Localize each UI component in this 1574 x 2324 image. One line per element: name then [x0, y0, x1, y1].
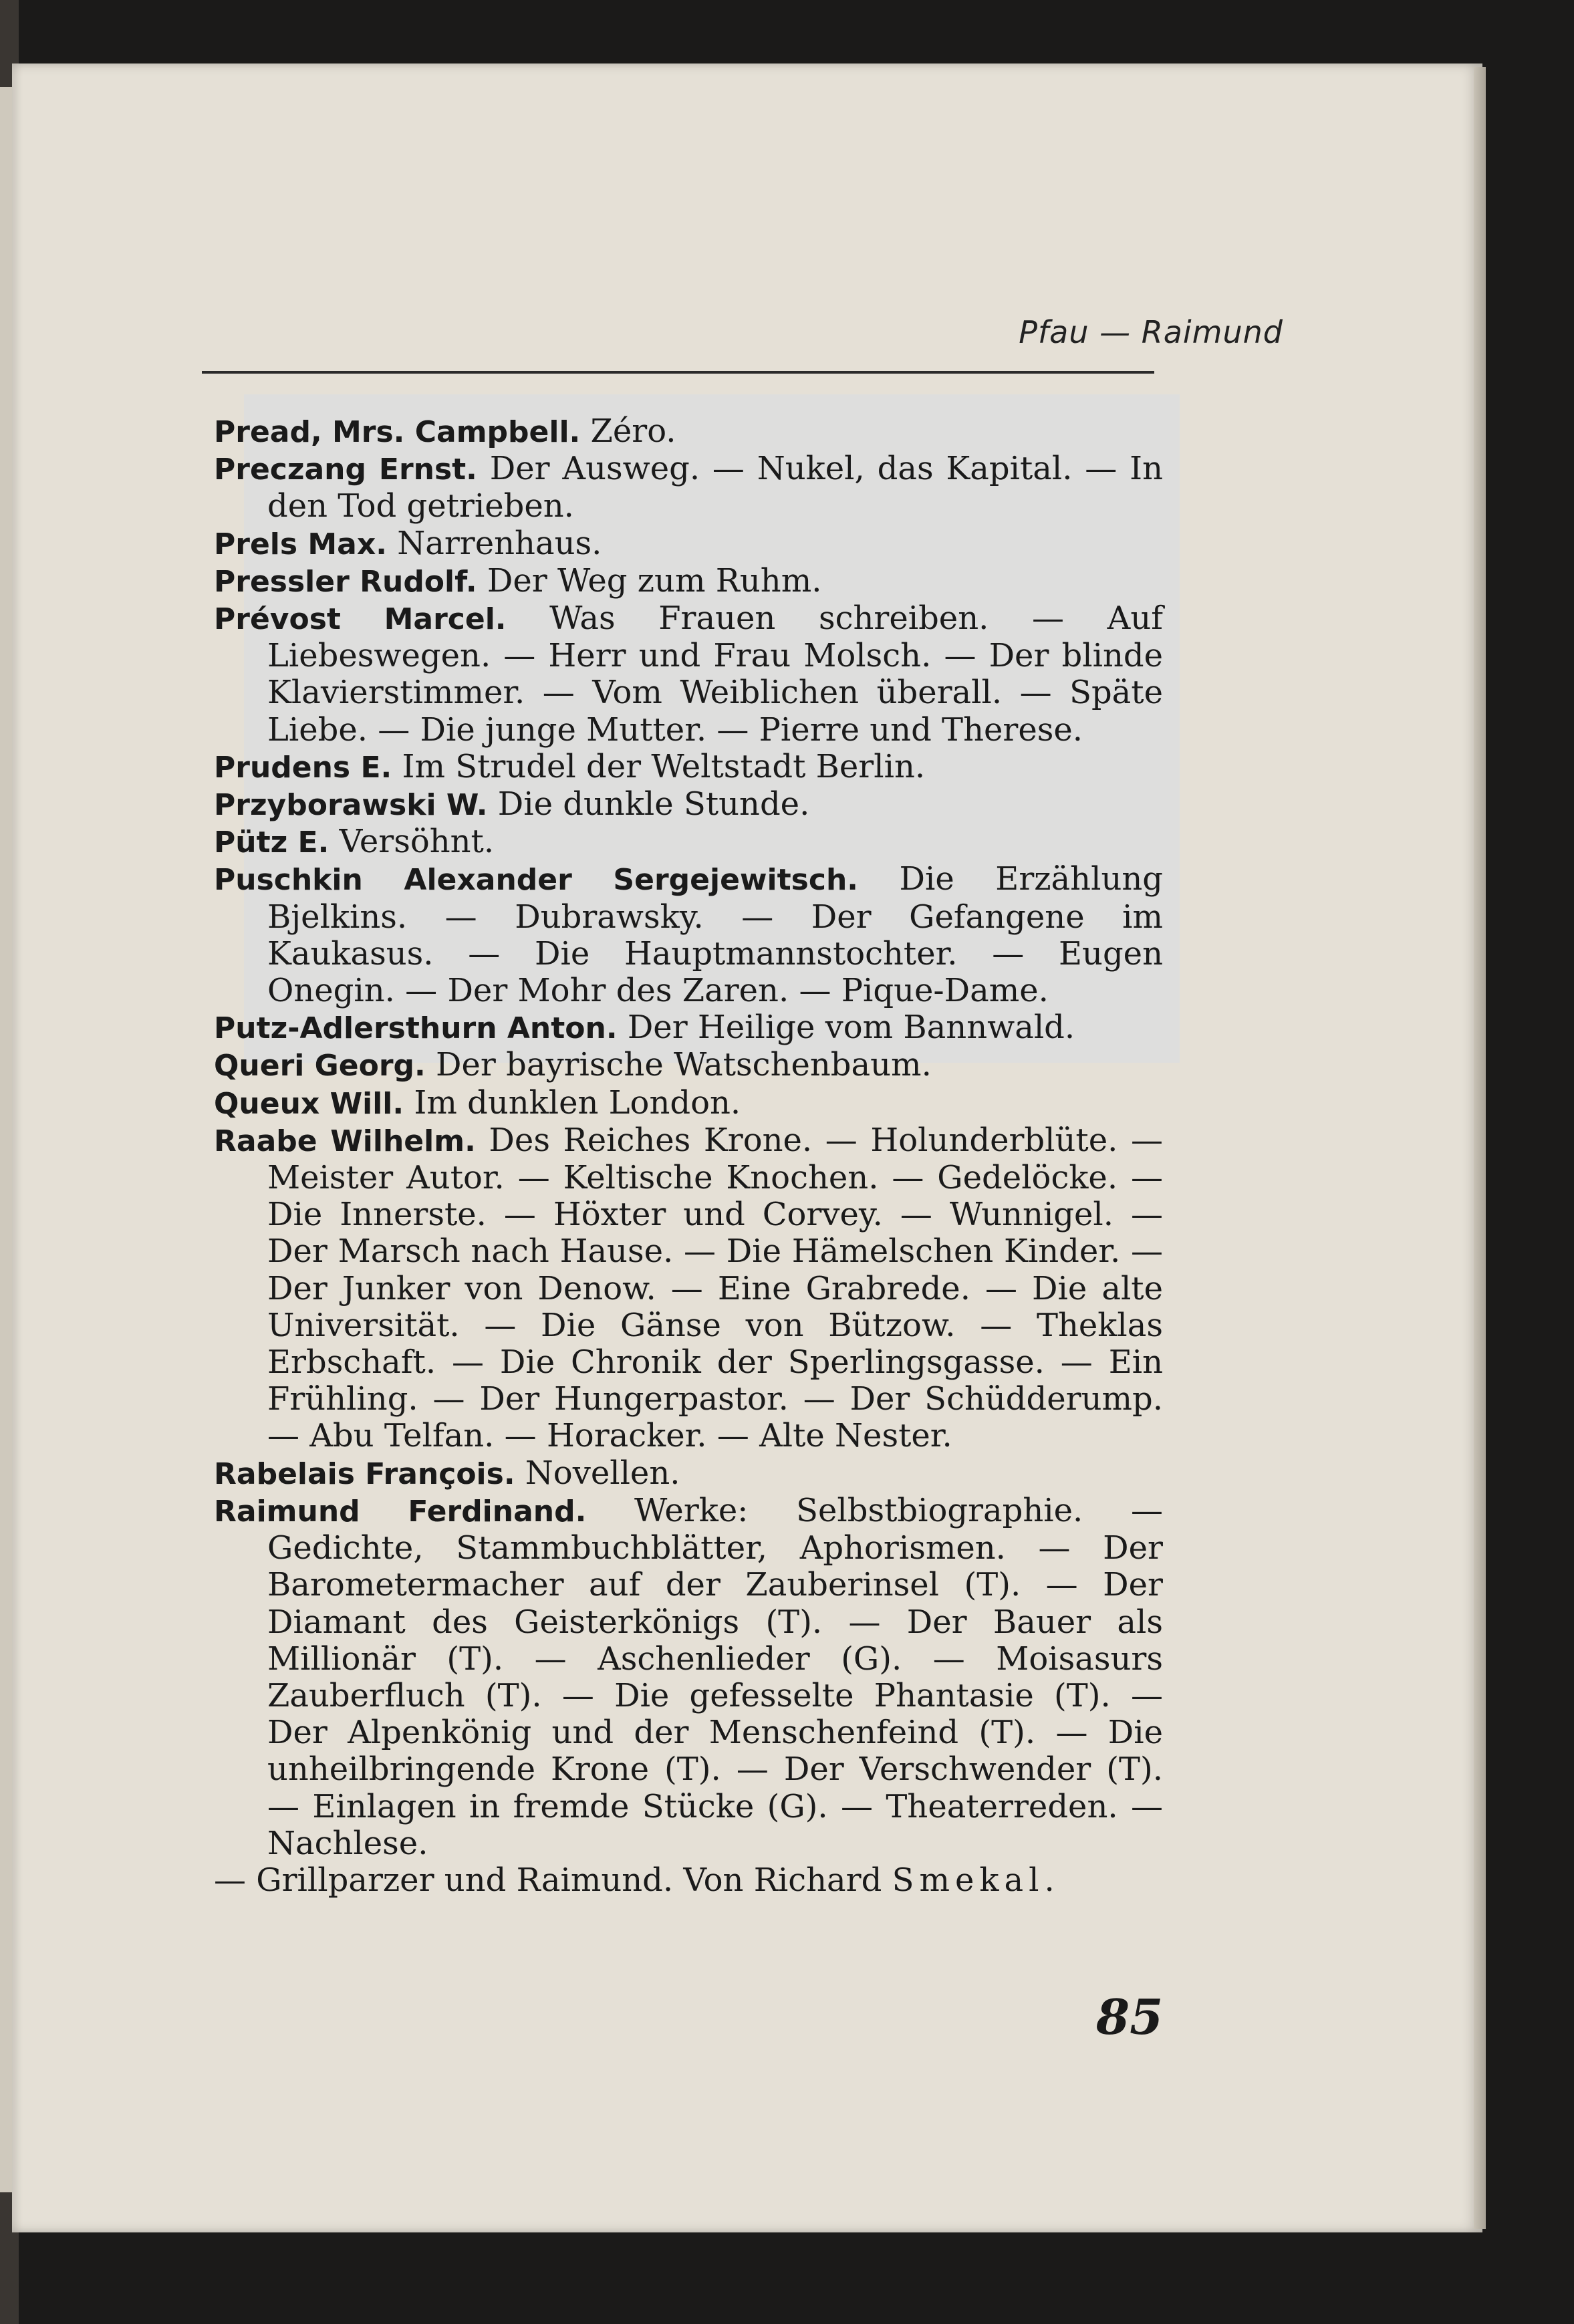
- entry: [214, 413, 1163, 450]
- entry-works: Im Strudel der Weltstadt Berlin.: [402, 747, 926, 785]
- entry-author: Pütz E.: [214, 825, 330, 860]
- entry-works: Im dunklen London.: [414, 1083, 741, 1122]
- entry-author: Rabelais François.: [214, 1456, 515, 1491]
- entry-works: Zéro.: [590, 412, 676, 450]
- entry: [214, 1085, 1163, 1122]
- entry-author: Prévost Marcel.: [214, 602, 507, 637]
- entry: [214, 1455, 1163, 1493]
- entry-author: Pressler Rudolf.: [214, 564, 477, 599]
- continuation-text: — Grillparzer und Raimund. Von Richard: [214, 1861, 882, 1899]
- entry-author: Queux Will.: [214, 1086, 404, 1121]
- entry-works: Narrenhaus.: [397, 524, 602, 562]
- entry-author: Przyborawski W.: [214, 788, 488, 823]
- header-rule: [202, 371, 1154, 374]
- entry: [214, 600, 1163, 749]
- entry: [214, 786, 1163, 823]
- entry-works: Novellen.: [525, 1454, 680, 1492]
- entry: [214, 450, 1163, 525]
- entry-works: Der Weg zum Ruhm.: [487, 561, 822, 600]
- entry: [214, 563, 1163, 600]
- entry: [214, 1493, 1163, 1862]
- continuation-author: Smekal.: [892, 1861, 1060, 1899]
- entry-works: Die dunkle Stunde.: [497, 785, 810, 823]
- entry: [214, 1009, 1163, 1047]
- entry-author: Pread, Mrs. Campbell.: [214, 415, 581, 449]
- entry: [214, 1122, 1163, 1455]
- entry-works: Der Heilige vom Bannwald.: [627, 1009, 1075, 1047]
- entry: [214, 525, 1163, 563]
- entry-works: Des Reiches Krone. — Holunderblüte. — Meister Autor. — Keltische Knochen. — Gedelöcke. — Die Innerste. — Höxter und Corvey. — Wunnigel. — Der Marsch nach Hause. — Die Hämelschen Kinder. — Der Junker von Denow. — Eine Grabrede. — Die alte Universität. — Die Gänse von Bützow. — Theklas Erbschaft. — Die Chronik der Sperlingsgasse. — Ein Frühling. — Der Hungerpastor. — Der Schüdderump. — Abu Telfan. — Horacker. — Alte Nester.: [267, 1121, 1163, 1455]
- entry-works: Die Erzählung Bjelkins. — Dubrawsky. — Der Gefangene im Kaukasus. — Die Hauptmannstochter. — Eugen Onegin. — Der Mohr des Zaren. — Pique-Dame.: [267, 860, 1163, 1010]
- entry-works: Werke: Selbstbiographie. — Gedichte, Stammbuchblätter, Aphorismen. — Der Barometermacher auf der Zauberinsel (T). — Der Diamant des Geisterkönigs (T). — Der Bauer als Millionär (T). — Aschenlieder (G). — Moisasurs Zauberfluch (T). — Die gefesselte Phantasie (T). — Der Alpenkönig und der Menschenfeind (T). — Die unheilbringende Krone (T). — Der Verschwender (T). — Einlagen in fremde Stücke (G). — Theaterreden. — Nachlese.: [267, 1491, 1163, 1862]
- entry-works: Der bayrische Watschenbaum.: [436, 1046, 932, 1084]
- page-number: 85: [1096, 1988, 1164, 2045]
- entry-author: Puschkin Alexander Sergejewitsch.: [214, 863, 858, 898]
- entry-author: Prels Max.: [214, 527, 387, 561]
- entry-author: Prudens E.: [214, 750, 392, 785]
- entry-author: Queri Georg.: [214, 1049, 426, 1083]
- entry-continuation: [214, 1862, 1163, 1899]
- entry: [214, 823, 1163, 861]
- entry-works: Versöhnt.: [339, 823, 495, 861]
- entry-author: Raimund Ferdinand.: [214, 1494, 587, 1529]
- entry-author: Raabe Wilhelm.: [214, 1124, 476, 1158]
- running-head: Pfau — Raimund: [1019, 314, 1283, 350]
- entry: [214, 861, 1163, 1009]
- entry-works: Was Frauen schreiben. — Auf Liebeswegen. — Herr und Frau Molsch. — Der blinde Klavierstimmer. — Vom Weiblichen überall. — Späte Liebe. — Die junge Mutter. — Pierre und Therese.: [267, 600, 1163, 749]
- entry-works: Der Ausweg. — Nukel, das Kapital. — In den Tod getrieben.: [267, 450, 1164, 525]
- entry-author: Preczang Ernst.: [214, 453, 477, 487]
- entry-list: [214, 413, 1163, 1899]
- page-edge: [1474, 67, 1486, 2229]
- entry: [214, 1047, 1163, 1084]
- entry-author: Putz-Adlersthurn Anton.: [214, 1011, 618, 1046]
- entry: [214, 749, 1163, 786]
